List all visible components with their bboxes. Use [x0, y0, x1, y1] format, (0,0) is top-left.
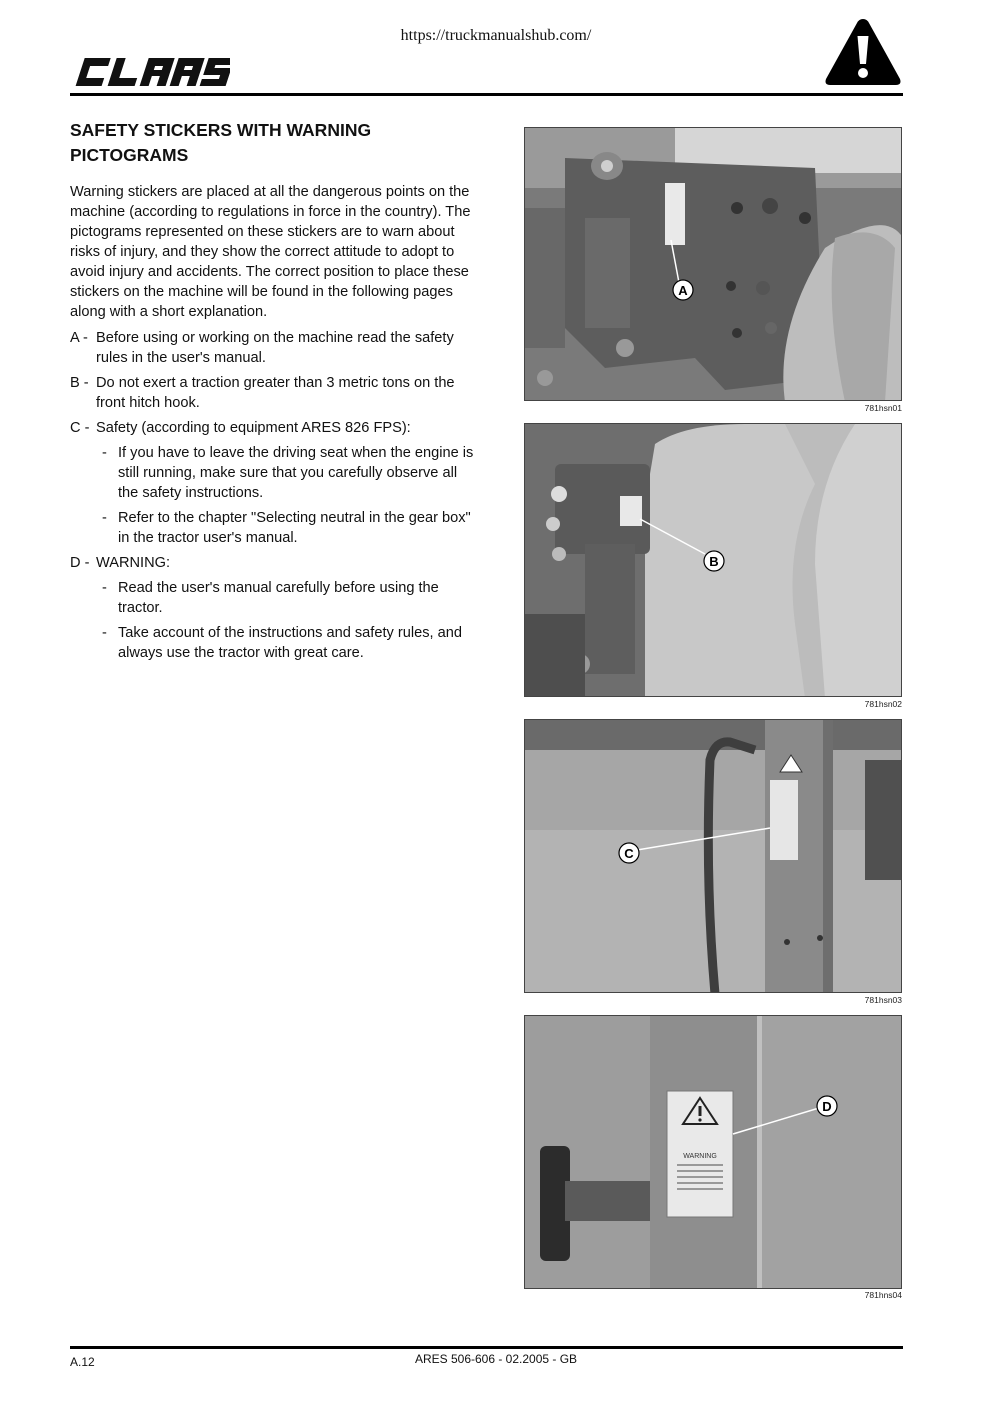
item-text: WARNING: [96, 555, 171, 571]
item-text: Safety (according to equipment ARES 826 FPS): [96, 420, 411, 436]
sub-item: - Take account of the instructions and safety rules, and always use the tractor with great care. [102, 623, 475, 663]
callout-b: B [709, 554, 719, 569]
text-column [70, 118, 475, 668]
photo-caption: 781hsn01 [864, 403, 902, 413]
item-letter: D - [70, 555, 90, 571]
list-item-a [70, 328, 475, 368]
sub-item: - Refer to the chapter "Selecting neutral in the gear box" in the tractor user's manual. [102, 508, 475, 548]
header-rule [70, 93, 903, 96]
sub-item: - Read the user's manual carefully before using the tractor. [102, 578, 475, 618]
item-text: Do not exert a traction greater than 3 metric tons on the front hitch hook. [96, 375, 455, 411]
item-letter: C - [70, 420, 90, 436]
document-reference: ARES 506-606 - 02.2005 - GB [414, 1352, 578, 1366]
list-item-d [70, 553, 475, 573]
sticker-text: WARNING [683, 1153, 717, 1160]
source-url[interactable]: https://truckmanualshub.com/ [400, 27, 592, 44]
section-title: SAFETY STICKERS WITH WARNING PICTOGRAMS [70, 120, 372, 165]
sub-item-text: Take account of the instructions and safety rules, and always use the tractor with great care. [118, 625, 462, 661]
item-letter: B - [70, 375, 89, 391]
photo-caption: 781hsn03 [864, 995, 902, 1005]
callout-c: C [624, 846, 634, 861]
photo-sticker-c [524, 719, 902, 993]
photo-sticker-d [524, 1015, 902, 1289]
intro-paragraph: Warning stickers are placed at all the dangerous points on the machine (according to regulations in force in the country). The pictograms represented on these stickers are to warn about risks of injury, and they show the correct attitude to adopt to avoid injury and accidents. The correct position to place these stickers on the machine will be found in the following pages along with a short explanation. [70, 184, 471, 320]
claas-logo [70, 54, 230, 90]
photo-caption: 781hsn02 [864, 699, 902, 709]
callout-a: A [678, 283, 688, 298]
sub-item-text: Refer to the chapter "Selecting neutral in the gear box" in the tractor user's manual. [118, 510, 471, 546]
photo-sticker-a [524, 127, 902, 401]
callout-d: D [822, 1099, 832, 1114]
sub-item-text: Read the user's manual carefully before using the tractor. [118, 580, 439, 616]
item-text: Before using or working on the machine read the safety rules in the user's manual. [96, 330, 454, 366]
list-item-b [70, 373, 475, 413]
item-letter: A - [70, 330, 88, 346]
photo-caption: 781hns04 [864, 1290, 902, 1300]
photo-sticker-b [524, 423, 902, 697]
sub-item: - If you have to leave the driving seat when the engine is still running, make sure that you carefully observe all the safety instructions. [102, 445, 474, 501]
list-item-c [70, 418, 475, 438]
warning-triangle-icon [823, 16, 903, 88]
footer-rule [70, 1346, 903, 1349]
sub-item-text: If you have to leave the driving seat when the engine is still running, make sure that you carefully observe all the safety instructions. [118, 445, 474, 501]
page-number: A.12 [70, 1355, 95, 1369]
